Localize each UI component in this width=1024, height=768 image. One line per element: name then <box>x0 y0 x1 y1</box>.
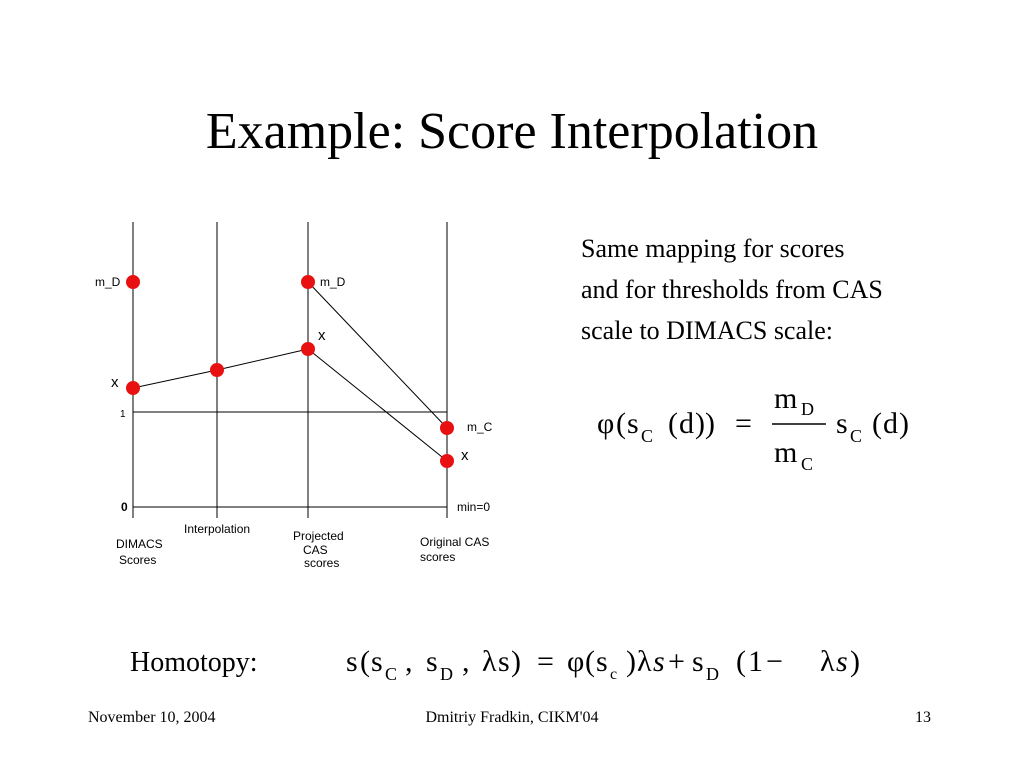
label-mc: m_C <box>467 420 493 434</box>
formula-sub: C <box>641 426 654 446</box>
formula-s: s <box>627 407 639 440</box>
label-one: 1 <box>120 409 126 420</box>
formula-equals: = <box>735 407 752 440</box>
interp-segment <box>217 349 308 370</box>
description-line: scale to DIMACS scale: <box>581 316 834 345</box>
h-comma: , <box>462 645 470 678</box>
h-equals: = <box>537 645 554 678</box>
axis-label-dimacs: DIMACS <box>116 537 163 551</box>
homotopy-formula <box>346 645 860 684</box>
h-paren: ( <box>736 645 746 678</box>
homotopy-label: Homotopy: <box>130 647 258 678</box>
axis-label-projected: Projected <box>293 529 344 543</box>
h-phi: φ <box>567 645 585 678</box>
h-s: s <box>498 645 510 678</box>
footer-page-number: 13 <box>915 709 931 726</box>
dot-x-dimacs <box>127 382 140 395</box>
h-s: s <box>426 645 438 678</box>
score-dots <box>127 276 454 468</box>
formula-paren: ( <box>872 407 882 440</box>
h-s: s <box>371 645 383 678</box>
dot-x-projected <box>302 343 315 356</box>
dot-md-projected <box>302 276 315 289</box>
h-lambda: λ <box>820 645 835 678</box>
h-paren: ( <box>585 645 595 678</box>
description-line: Same mapping for scores <box>581 234 845 263</box>
label-zero: 0 <box>121 500 128 514</box>
h-s: s <box>692 645 704 678</box>
h-paren: ) <box>850 645 860 678</box>
formula-d: d <box>679 407 694 440</box>
footer-date: November 10, 2004 <box>88 709 216 726</box>
mapping-line-x <box>308 349 447 461</box>
axis-label-original-scores: scores <box>420 550 456 564</box>
dot-interpolation <box>211 364 224 377</box>
h-plus: + <box>668 645 685 678</box>
formula-denominator-sub: C <box>801 454 814 474</box>
h-paren: ) <box>626 645 636 678</box>
footer-author: Dmitriy Fradkin, CIKM'04 <box>425 709 599 726</box>
h-s-italic: s <box>836 645 848 678</box>
label-md-left: m_D <box>95 275 121 289</box>
h-minus: − <box>766 645 783 678</box>
interp-segment <box>133 370 217 388</box>
axis-label-cas: CAS <box>303 543 328 557</box>
formula-sub: C <box>850 426 863 446</box>
h-sub: D <box>440 664 453 684</box>
formula-paren: ( <box>668 407 678 440</box>
h-comma: , <box>405 645 413 678</box>
formula-numerator-sub: D <box>801 399 814 419</box>
h-paren: ( <box>360 645 370 678</box>
label-x-right: x <box>461 447 469 464</box>
mapping-formula <box>597 382 909 474</box>
formula-s: s <box>836 407 848 440</box>
axis-label-projected-scores: scores <box>304 556 340 570</box>
formula-d: d <box>883 407 898 440</box>
label-x-left: x <box>111 374 119 391</box>
label-x-mid: x <box>318 327 326 344</box>
h-s: s <box>346 645 358 678</box>
h-s-italic: s <box>653 645 665 678</box>
dot-md-dimacs <box>127 276 140 289</box>
h-sub: c <box>610 666 618 683</box>
h-lambda: λ <box>637 645 652 678</box>
h-paren: ) <box>511 645 521 678</box>
dot-mc-original <box>441 422 454 435</box>
slide-title: Example: Score Interpolation <box>205 103 819 160</box>
h-one: 1 <box>748 645 763 678</box>
formula-numerator-m: m <box>774 382 798 415</box>
formula-phi: φ <box>597 407 615 440</box>
formula-denominator-m: m <box>774 436 798 469</box>
label-md-right: m_D <box>320 275 346 289</box>
mapping-line-m <box>308 282 447 428</box>
description-line: and for thresholds from CAS <box>581 275 883 304</box>
formula-paren: )) <box>695 407 715 440</box>
h-lambda: λ <box>482 645 497 678</box>
h-sub: C <box>385 664 398 684</box>
formula-paren: ( <box>616 407 626 440</box>
h-sub: D <box>706 664 719 684</box>
dot-x-original <box>441 455 454 468</box>
axis-label-original: Original CAS <box>420 535 490 549</box>
h-s: s <box>596 645 608 678</box>
axis-label-interpolation: Interpolation <box>184 522 251 536</box>
axis-label-dimacs-scores: Scores <box>119 553 157 567</box>
formula-paren: ) <box>899 407 909 440</box>
label-min0: min=0 <box>457 500 491 514</box>
